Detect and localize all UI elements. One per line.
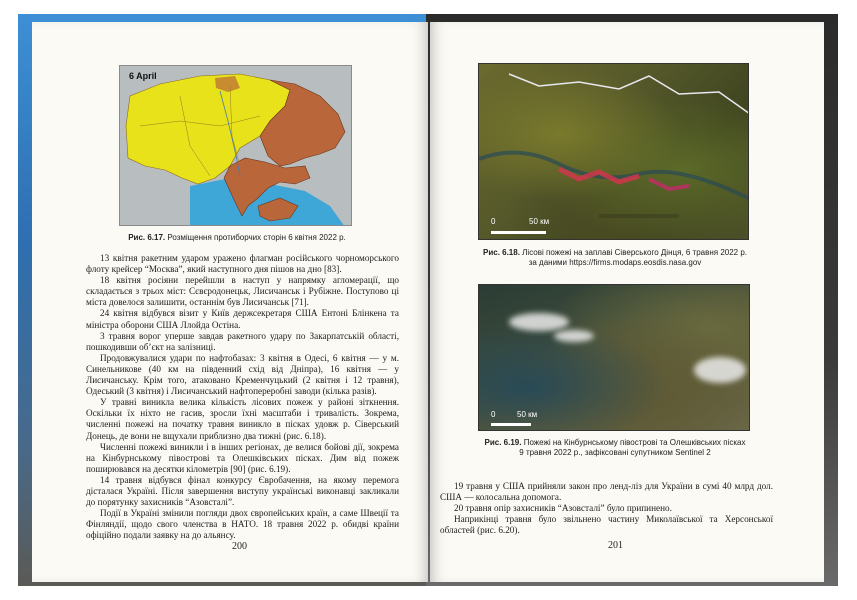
figure-6-18-caption	[470, 248, 760, 268]
ukraine-map-graphic	[120, 66, 352, 226]
scale-bar-1	[491, 231, 546, 234]
smoke-plume	[554, 330, 594, 342]
paragraph: Події в Україні змінили погляди двох європейських країн, а саме Швеції та Фінляндії, щодо свого членства в НАТО. 18 травня 2022 р. обидві країни офіційно подали заявку на до альянсу.	[86, 508, 399, 541]
right-page-body	[440, 481, 773, 536]
scale-label-2: 50 км	[517, 410, 538, 419]
paragraph: 14 травня відбувся фінал конкурсу Євробачення, на якому перемога дісталася Україні. Після завершення виступу українські виконавці закликали до порятунку захисників “Азовсталі”.	[86, 474, 399, 508]
scale-zero-1: 0	[491, 217, 496, 226]
smoke-plume	[509, 313, 569, 331]
figure-6-17-caption	[112, 233, 362, 243]
figure-6-17-text: Розміщення протиборчих сторін 6 квітня 2022 р.	[167, 233, 346, 242]
paragraph: 3 травня ворог уперше завдав ракетного удару по Закарпатській області, пошкодивши об’єкт на залізниці.	[86, 330, 399, 352]
paragraph: Наприкінці травня було звільнено частину Миколаївської та Херсонської областей (рис. 6.20).	[440, 514, 773, 536]
figure-6-19-source: 9 травня 2022 р., зафіксовані супутником Sentinel 2	[519, 448, 711, 457]
figure-6-19-text: Пожежі на Кінбурнському півострові та Олешківських пісках	[523, 438, 746, 447]
map-date-label: 6 April	[129, 71, 157, 81]
left-page-body	[86, 253, 399, 541]
scale-bar-2	[491, 423, 531, 426]
map-figure	[119, 65, 352, 226]
page-number-left: 200	[232, 541, 247, 552]
figure-6-19-caption	[470, 438, 760, 458]
figure-6-18-text: Лісові пожежі на заплаві Сіверського Дінця, 6 травня 2022 р.	[522, 248, 748, 257]
paragraph: 13 квітня ракетним ударом уражено флагман російського чорноморського флоту крейсер “Москва”, який наступного дня пішов на дно [83].	[86, 253, 399, 275]
figure-6-18-source: за даними https://firms.modaps.eosdis.nasa.gov	[528, 258, 702, 267]
paragraph: Продовжувалися удари по нафтобазах: 3 квітня в Одесі, 6 квітня — у м. Синельникове (40 км на південний схід від Дніпра), 16 квітня — у Лисичанську. Крім того, атаковано Кременчуцький (2 квітня і 12 травня), Одеський (3 квітня) і Лисичанський нафтопереробні заводи (кілька разів).	[86, 352, 399, 397]
figure-6-19-number: Рис. 6.19.	[484, 438, 522, 447]
paragraph: 24 квітня відбувся візит у Київ держсекретаря США Ентоні Блінкена та міністра оборони США Ллойда Остіна.	[86, 308, 399, 330]
paragraph: 18 квітня росіяни перейшли в наступ у напрямку агломерації, що складається з трьох міст: Сєвєродонецьк, Лисичанськ і Рубіжне. Поступово ці міста довелося залишити, останнім був Лисичанськ [71].	[86, 275, 399, 308]
paragraph: 20 травня опір захисників “Азовсталі” було припинено.	[454, 503, 672, 514]
page-number-right: 201	[608, 540, 623, 551]
satellite-image-fires-kinburn	[478, 284, 750, 431]
paragraph: 19 травня у США прийняли закон про ленд-ліз для України в сумі 40 млрд дол. США — колосальна допомога.	[440, 481, 773, 503]
smoke-plume	[694, 357, 746, 383]
satellite-overlay	[479, 64, 749, 240]
scale-zero-2: 0	[491, 410, 496, 419]
satellite-image-fires-siversky-donets	[478, 63, 749, 240]
figure-6-18-number: Рис. 6.18.	[482, 248, 520, 257]
paragraph: Численні пожежі виникли і в інших регіонах, де велися бойові дії, зокрема на Кінбурнському півострові та Олешківських пісках. Дим від пожеж поширювався на десятки кілометрів [90] (рис. 6.19).	[86, 441, 399, 474]
scale-label-1: 50 км	[529, 217, 550, 226]
figure-6-17-number: Рис. 6.17.	[128, 233, 166, 242]
paragraph: У травні виникла велика кількість лісових пожеж у районі зіткнення. Оскільки їх ніхто не гасив, зросли їхні масштаби і тривалість. Зокрема, численні пожежі на початку травня виникло в пісках удовж р. Сіверський Донець, де вони не вщухали приблизно два тижні (рис. 6.18).	[86, 397, 399, 441]
